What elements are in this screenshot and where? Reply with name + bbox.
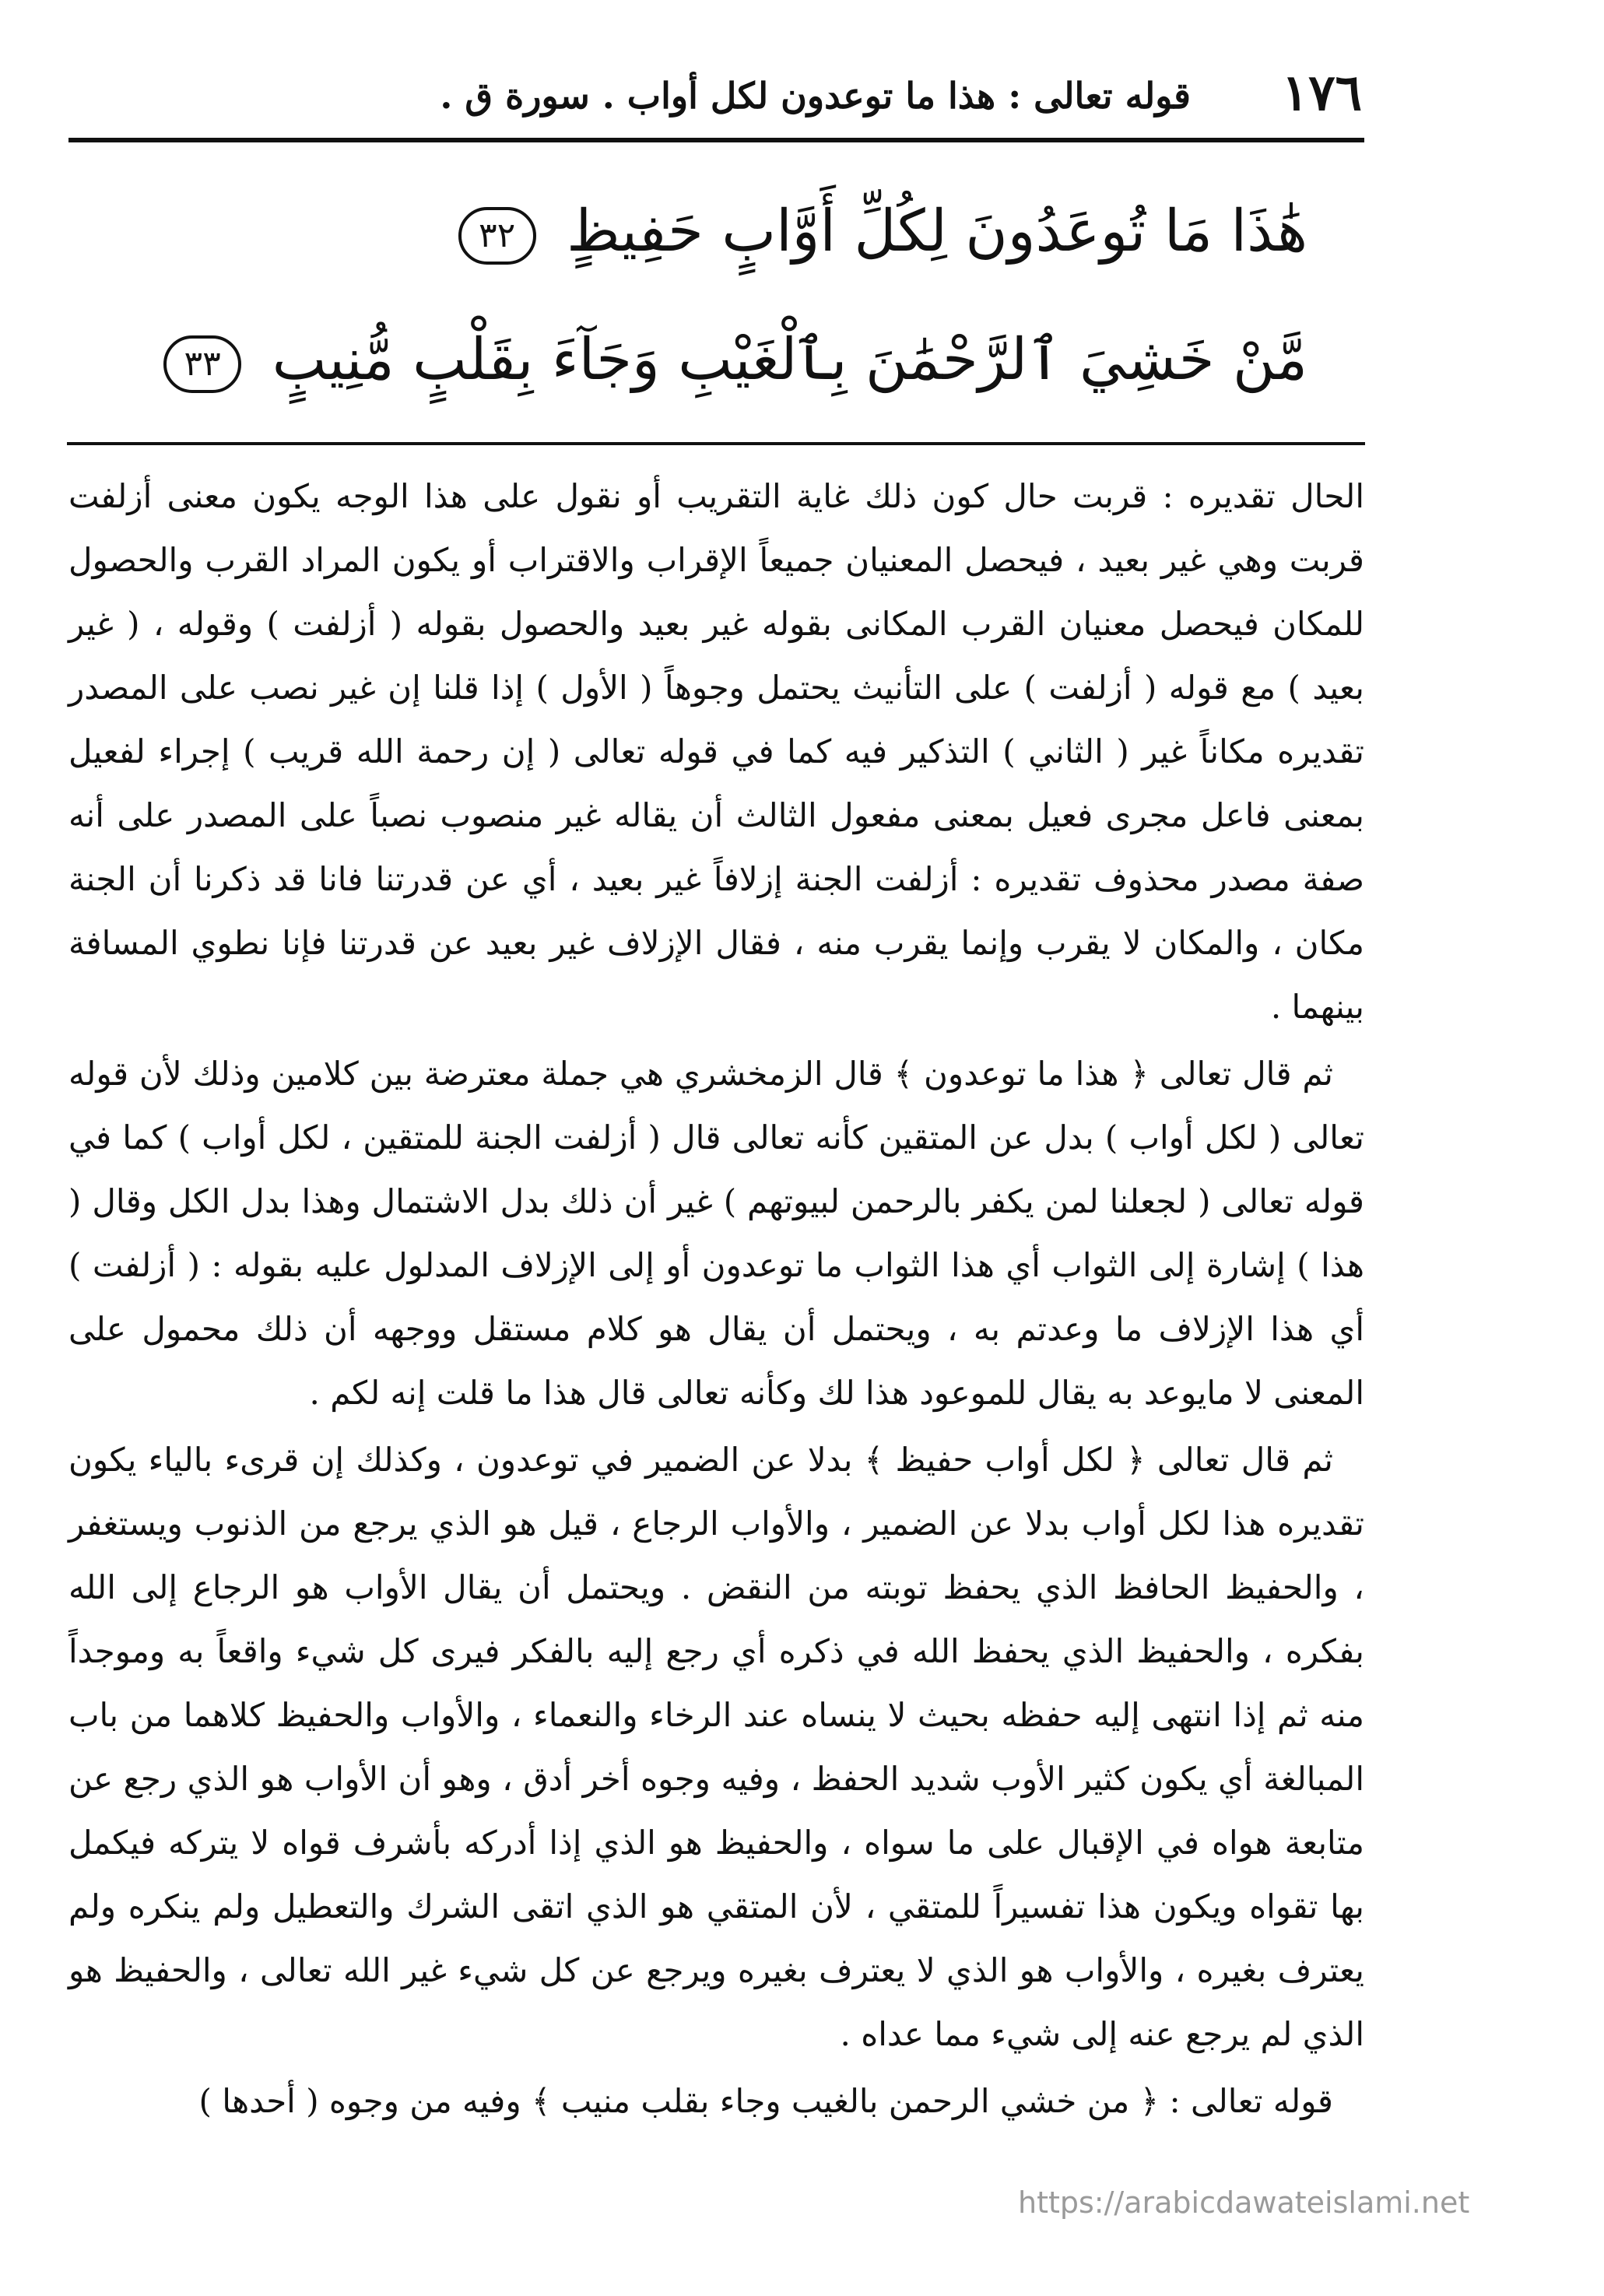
verse-divider [67, 442, 1365, 445]
site-watermark: https://arabicdawateislami.net [1018, 2185, 1470, 2220]
commentary-body [68, 465, 1364, 2133]
page-number: ١٧٦ [1281, 64, 1362, 122]
commentary-paragraph: قوله تعالى : ﴿ من خشي الرحمن بالغيب وجاء بقلب منيب ﴾ وفيه من وجوه ( أحدها ) [198, 2082, 1333, 2120]
page-header [70, 54, 1362, 140]
quran-verses [70, 167, 1307, 424]
commentary-paragraph: الحال تقديره : قربت حال كون ذلك غاية التقريب أو نقول على هذا الوجه يكون معنى أزلفت قربت وهي غير بعيد ، فيحصل المعنيان جميعاً الإقراب والاقتراب أو يكون المراد القرب والحصول للمكان فيحصل معنيان القرب المكانى بقوله غير بعيد والحصول بقوله ( أزلفت ) وقوله ، ( غير بعيد ) مع قوله ( أزلفت ) على التأنيث يحتمل وجوهاً ( الأول ) إذا قلنا إن غير نصب على المصدر تقديره مكاناً غير ( الثاني ) التذكير فيه كما في قوله تعالى ( إن رحمة الله قريب ) إجراء لفعيل بمعنى فاعل مجرى فعيل بمعنى مفعول الثالث أن يقاله غير منصوب نصباً على المصدر على أنه صفة مصدر محذوف تقديره : أزلفت الجنة إزلافاً غير بعيد ، أي عن قدرتنا فانا قد ذكرنا أن الجنة مكان ، والمكان لا يقرب وإنما يقرب منه ، فقال الإزلاف غير بعيد عن قدرتنا فإنا نطوي المسافة بينهما . [68, 477, 1364, 1026]
commentary-paragraph: ثم قال تعالى ﴿ لكل أواب حفيظ ﴾ بدلا عن الضمير في توعدون ، وكذلك إن قرىء بالياء يكون تقديره هذا لكل أواب بدلا عن الضمير ، والأواب الرجاع ، قيل هو الذي يرجع من الذنوب ويستغفر ، والحفيظ الحافظ الذي يحفظ توبته من النقض . ويحتمل أن يقال الأواب هو الرجاع إلى الله بفكره ، والحفيظ الذي يحفظ الله في ذكره أي رجع إليه بالفكر فيرى كل شيء واقعاً به وموجداً منه ثم إذا انتهى إليه حفظه بحيث لا ينساه عند الرخاء والنعماء ، والأواب والحفيظ كلاهما من باب المبالغة أي يكون كثير الأوب شديد الحفظ ، وفيه وجوه أخر أدق ، وهو أن الأواب هو الذي رجع عن متابعة هواه في الإقبال على ما سواه ، والحفيظ هو الذي إذا أدركه بأشرف قواه لا يتركه فيكمل بها تقواه ويكون هذا تفسيراً للمتقي ، لأن المتقي هو الذي اتقى الشرك والتعطيل ولم ينكره ولم يعترف بغيره ، والأواب هو الذي لا يعترف بغيره ويرجع عن كل شيء غير الله تعالى ، والحفيظ هو الذي لم يرجع عنه إلى شيء مما عداه . [68, 1441, 1365, 2053]
running-title: قوله تعالى : هذا ما توعدون لكل أواب . سورة ق . [440, 75, 1191, 117]
verse-32 [70, 167, 1307, 296]
header-rule [68, 138, 1364, 142]
verse-text: هَٰذَا مَا تُوعَدُونَ لِكُلِّ أَوَّابٍ حَفِيظٍ [567, 198, 1307, 265]
verse-number-badge: ٣٣ [163, 335, 241, 393]
verse-33 [70, 296, 1307, 424]
verse-text: مَّنْ خَشِيَ ٱلرَّحْمَٰنَ بِٱلْغَيْبِ وَجَآءَ بِقَلْبٍ مُّنِيبٍ [272, 326, 1307, 393]
verse-number-badge: ٣٢ [458, 207, 536, 265]
commentary-paragraph: ثم قال تعالى ﴿ هذا ما توعدون ﴾ قال الزمخشري هي جملة معترضة بين كلامين وذلك لأن قوله تعالى ( لكل أواب ) بدل عن المتقين كأنه تعالى قال ( أزلفت الجنة للمتقين ، لكل أواب ) كما في قوله تعالى ( لجعلنا لمن يكفر بالرحمن لبيوتهم ) غير أن ذلك بدل الاشتمال وهذا بدل الكل وقال ( هذا ) إشارة إلى الثواب أي هذا الثواب ما توعدون أو إلى الإزلاف المدلول عليه بقوله : ( أزلفت ) أي هذا الإزلاف ما وعدتم به ، ويحتمل أن يقال هو كلام مستقل ووجهه أن ذلك محمول على المعنى لا مايوعد به يقال للموعود هذا لك وكأنه تعالى قال هذا ما قلت إنه لكم . [68, 1055, 1364, 1412]
